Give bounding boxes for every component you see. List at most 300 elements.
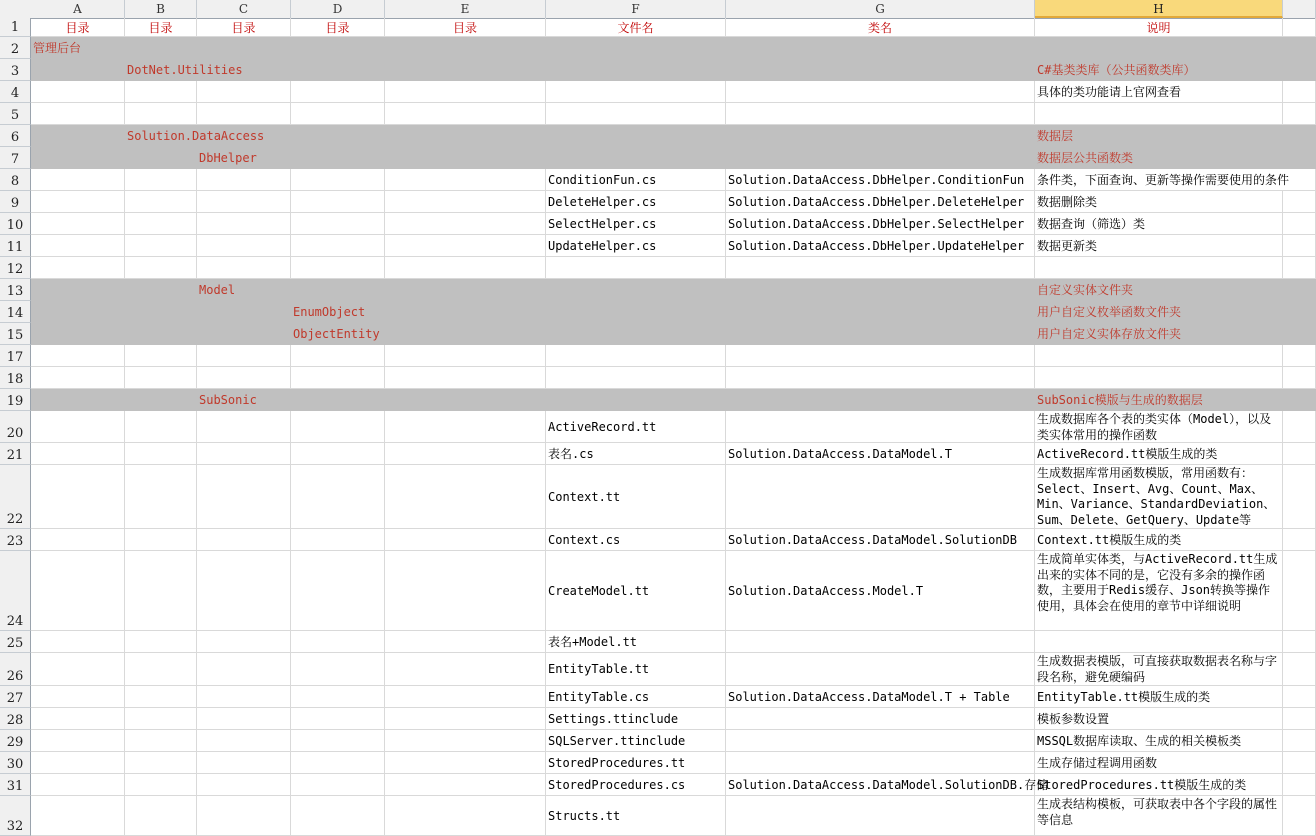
cell-c25[interactable]	[197, 631, 291, 653]
cell-i2[interactable]	[1283, 37, 1316, 59]
cell-g17[interactable]	[726, 345, 1035, 367]
header-cell-h[interactable]: 说明	[1035, 18, 1283, 37]
cell-g25[interactable]	[726, 631, 1035, 653]
cell-a26[interactable]	[31, 653, 125, 686]
row-header[interactable]: 6	[0, 125, 31, 147]
cell-d19[interactable]	[291, 389, 385, 411]
cell-e29[interactable]	[385, 730, 546, 752]
cell-g24[interactable]: Solution.DataAccess.Model.T	[726, 551, 1035, 631]
cell-c12[interactable]	[197, 257, 291, 279]
header-cell-i[interactable]	[1283, 18, 1316, 37]
row-header[interactable]: 22	[0, 465, 31, 529]
cell-b14[interactable]	[125, 301, 197, 323]
cell-e2[interactable]	[385, 37, 546, 59]
cell-a5[interactable]	[31, 103, 125, 125]
cell-d30[interactable]	[291, 752, 385, 774]
cell-i10[interactable]	[1283, 213, 1316, 235]
cell-e13[interactable]	[385, 279, 546, 301]
cell-i15[interactable]	[1283, 323, 1316, 345]
row-header[interactable]: 7	[0, 147, 31, 169]
cell-c32[interactable]	[197, 796, 291, 836]
cell-f20[interactable]: ActiveRecord.tt	[546, 411, 726, 443]
row-header[interactable]: 29	[0, 730, 31, 752]
cell-a31[interactable]	[31, 774, 125, 796]
cell-e7[interactable]	[385, 147, 546, 169]
cell-c11[interactable]	[197, 235, 291, 257]
cell-h31[interactable]: StoredProcedures.tt模版生成的类	[1035, 774, 1283, 796]
cell-c22[interactable]	[197, 465, 291, 529]
row-header[interactable]: 25	[0, 631, 31, 653]
cell-i8[interactable]	[1283, 169, 1316, 191]
header-cell-d[interactable]: 目录	[291, 18, 385, 37]
cell-g6[interactable]	[726, 125, 1035, 147]
cell-i31[interactable]	[1283, 774, 1316, 796]
cell-b3[interactable]: DotNet.Utilities	[125, 59, 197, 81]
cell-i3[interactable]	[1283, 59, 1316, 81]
cell-a30[interactable]	[31, 752, 125, 774]
row-header[interactable]: 17	[0, 345, 31, 367]
cell-i30[interactable]	[1283, 752, 1316, 774]
cell-i21[interactable]	[1283, 443, 1316, 465]
cell-h4[interactable]: 具体的类功能请上官网查看	[1035, 81, 1283, 103]
cell-g30[interactable]	[726, 752, 1035, 774]
cell-a6[interactable]	[31, 125, 125, 147]
cell-b31[interactable]	[125, 774, 197, 796]
cell-b17[interactable]	[125, 345, 197, 367]
cell-c8[interactable]	[197, 169, 291, 191]
cell-a28[interactable]	[31, 708, 125, 730]
cell-a10[interactable]	[31, 213, 125, 235]
cell-d20[interactable]	[291, 411, 385, 443]
cell-g14[interactable]	[726, 301, 1035, 323]
cell-f7[interactable]	[546, 147, 726, 169]
cell-d3[interactable]	[291, 59, 385, 81]
cell-e14[interactable]	[385, 301, 546, 323]
cell-e25[interactable]	[385, 631, 546, 653]
cell-d17[interactable]	[291, 345, 385, 367]
cell-b18[interactable]	[125, 367, 197, 389]
column-header-b[interactable]: B	[125, 0, 197, 18]
cell-b22[interactable]	[125, 465, 197, 529]
cell-a22[interactable]	[31, 465, 125, 529]
cell-e18[interactable]	[385, 367, 546, 389]
cell-h27[interactable]: EntityTable.tt模版生成的类	[1035, 686, 1283, 708]
row-header[interactable]: 13	[0, 279, 31, 301]
cell-c24[interactable]	[197, 551, 291, 631]
column-header-i[interactable]	[1283, 0, 1316, 18]
row-header[interactable]: 26	[0, 653, 31, 686]
cell-f32[interactable]: Structs.tt	[546, 796, 726, 836]
cell-e31[interactable]	[385, 774, 546, 796]
cell-g32[interactable]	[726, 796, 1035, 836]
cell-f13[interactable]	[546, 279, 726, 301]
cell-e19[interactable]	[385, 389, 546, 411]
cell-c14[interactable]	[197, 301, 291, 323]
cell-e32[interactable]	[385, 796, 546, 836]
column-header-c[interactable]: C	[197, 0, 291, 18]
cell-h32[interactable]: 生成表结构模板，可获取表中各个字段的属性等信息	[1035, 796, 1283, 836]
cell-c10[interactable]	[197, 213, 291, 235]
cell-h20[interactable]: 生成数据库各个表的类实体（Model），以及类实体常用的操作函数	[1035, 411, 1283, 443]
cell-f30[interactable]: StoredProcedures.tt	[546, 752, 726, 774]
cell-g21[interactable]: Solution.DataAccess.DataModel.T	[726, 443, 1035, 465]
cell-i26[interactable]	[1283, 653, 1316, 686]
cell-h10[interactable]: 数据查询（筛选）类	[1035, 213, 1283, 235]
cell-a20[interactable]	[31, 411, 125, 443]
cell-c20[interactable]	[197, 411, 291, 443]
cell-d12[interactable]	[291, 257, 385, 279]
cell-d15[interactable]: ObjectEntity	[291, 323, 385, 345]
cell-d26[interactable]	[291, 653, 385, 686]
cell-d22[interactable]	[291, 465, 385, 529]
row-header[interactable]: 8	[0, 169, 31, 191]
cell-i22[interactable]	[1283, 465, 1316, 529]
cell-d24[interactable]	[291, 551, 385, 631]
cell-d25[interactable]	[291, 631, 385, 653]
cell-b15[interactable]	[125, 323, 197, 345]
cell-a17[interactable]	[31, 345, 125, 367]
cell-h21[interactable]: ActiveRecord.tt模版生成的类	[1035, 443, 1283, 465]
cell-e11[interactable]	[385, 235, 546, 257]
cell-g28[interactable]	[726, 708, 1035, 730]
cell-a13[interactable]	[31, 279, 125, 301]
cell-i29[interactable]	[1283, 730, 1316, 752]
row-header[interactable]: 32	[0, 796, 31, 836]
cell-e28[interactable]	[385, 708, 546, 730]
cell-f29[interactable]: SQLServer.ttinclude	[546, 730, 726, 752]
cell-a15[interactable]	[31, 323, 125, 345]
cell-d29[interactable]	[291, 730, 385, 752]
cell-b25[interactable]	[125, 631, 197, 653]
cell-b19[interactable]	[125, 389, 197, 411]
cell-e10[interactable]	[385, 213, 546, 235]
cell-g19[interactable]	[726, 389, 1035, 411]
header-cell-a[interactable]: 目录	[31, 18, 125, 37]
cell-g11[interactable]: Solution.DataAccess.DbHelper.UpdateHelper	[726, 235, 1035, 257]
cell-b26[interactable]	[125, 653, 197, 686]
column-header-e[interactable]: E	[385, 0, 546, 18]
cell-f22[interactable]: Context.tt	[546, 465, 726, 529]
cell-a14[interactable]	[31, 301, 125, 323]
cell-e6[interactable]	[385, 125, 546, 147]
cell-f19[interactable]	[546, 389, 726, 411]
cell-a19[interactable]	[31, 389, 125, 411]
cell-f2[interactable]	[546, 37, 726, 59]
cell-i23[interactable]	[1283, 529, 1316, 551]
cell-b2[interactable]	[125, 37, 197, 59]
cell-g22[interactable]	[726, 465, 1035, 529]
cell-e22[interactable]	[385, 465, 546, 529]
cell-b4[interactable]	[125, 81, 197, 103]
row-header[interactable]: 1	[0, 18, 31, 37]
cell-h2[interactable]	[1035, 37, 1283, 59]
cell-c4[interactable]	[197, 81, 291, 103]
cell-a21[interactable]	[31, 443, 125, 465]
column-header-h[interactable]: H	[1035, 0, 1283, 18]
cell-f28[interactable]: Settings.ttinclude	[546, 708, 726, 730]
cell-f17[interactable]	[546, 345, 726, 367]
cell-c31[interactable]	[197, 774, 291, 796]
cell-a29[interactable]	[31, 730, 125, 752]
cell-e27[interactable]	[385, 686, 546, 708]
cell-f18[interactable]	[546, 367, 726, 389]
cell-d5[interactable]	[291, 103, 385, 125]
cell-a9[interactable]	[31, 191, 125, 213]
cell-i9[interactable]	[1283, 191, 1316, 213]
row-header[interactable]: 15	[0, 323, 31, 345]
cell-g31[interactable]: Solution.DataAccess.DataModel.SolutionDB.存储	[726, 774, 1035, 796]
cell-h6[interactable]: 数据层	[1035, 125, 1283, 147]
header-cell-b[interactable]: 目录	[125, 18, 197, 37]
cell-e23[interactable]	[385, 529, 546, 551]
cell-b29[interactable]	[125, 730, 197, 752]
cell-h15[interactable]: 用户自定义实体存放文件夹	[1035, 323, 1283, 345]
cell-e8[interactable]	[385, 169, 546, 191]
cell-e21[interactable]	[385, 443, 546, 465]
cell-h23[interactable]: Context.tt模版生成的类	[1035, 529, 1283, 551]
cell-h29[interactable]: MSSQL数据库读取、生成的相关模板类	[1035, 730, 1283, 752]
cell-e9[interactable]	[385, 191, 546, 213]
cell-e4[interactable]	[385, 81, 546, 103]
cell-f10[interactable]: SelectHelper.cs	[546, 213, 726, 235]
cell-c3[interactable]	[197, 59, 291, 81]
cell-e3[interactable]	[385, 59, 546, 81]
cell-d7[interactable]	[291, 147, 385, 169]
cell-f4[interactable]	[546, 81, 726, 103]
cell-e30[interactable]	[385, 752, 546, 774]
cell-i18[interactable]	[1283, 367, 1316, 389]
column-header-d[interactable]: D	[291, 0, 385, 18]
cell-f23[interactable]: Context.cs	[546, 529, 726, 551]
cell-d27[interactable]	[291, 686, 385, 708]
cell-e12[interactable]	[385, 257, 546, 279]
cell-d14[interactable]: EnumObject	[291, 301, 385, 323]
cell-h26[interactable]: 生成数据表模版，可直接获取数据表名称与字段名称，避免硬编码	[1035, 653, 1283, 686]
row-header[interactable]: 19	[0, 389, 31, 411]
cell-i13[interactable]	[1283, 279, 1316, 301]
cell-g2[interactable]	[726, 37, 1035, 59]
cell-i4[interactable]	[1283, 81, 1316, 103]
cell-f15[interactable]	[546, 323, 726, 345]
cell-c15[interactable]	[197, 323, 291, 345]
cell-i32[interactable]	[1283, 796, 1316, 836]
header-cell-g[interactable]: 类名	[726, 18, 1035, 37]
cell-c9[interactable]	[197, 191, 291, 213]
cell-c5[interactable]	[197, 103, 291, 125]
cell-h17[interactable]	[1035, 345, 1283, 367]
cell-d8[interactable]	[291, 169, 385, 191]
row-header[interactable]: 9	[0, 191, 31, 213]
cell-i6[interactable]	[1283, 125, 1316, 147]
row-header[interactable]: 24	[0, 551, 31, 631]
cell-i25[interactable]	[1283, 631, 1316, 653]
row-header[interactable]: 23	[0, 529, 31, 551]
cell-d10[interactable]	[291, 213, 385, 235]
cell-h22[interactable]: 生成数据库常用函数模版，常用函数有：Select、Insert、Avg、Count、Max、Min、Variance、StandardDeviation、Sum、Delete、GetQuery、Update等	[1035, 465, 1283, 529]
cell-b9[interactable]	[125, 191, 197, 213]
cell-g8[interactable]: Solution.DataAccess.DbHelper.ConditionFun	[726, 169, 1035, 191]
cell-h14[interactable]: 用户自定义枚举函数文件夹	[1035, 301, 1283, 323]
cell-b20[interactable]	[125, 411, 197, 443]
cell-g29[interactable]	[726, 730, 1035, 752]
cell-e17[interactable]	[385, 345, 546, 367]
cell-h12[interactable]	[1035, 257, 1283, 279]
cell-f3[interactable]	[546, 59, 726, 81]
cell-g10[interactable]: Solution.DataAccess.DbHelper.SelectHelper	[726, 213, 1035, 235]
cell-e5[interactable]	[385, 103, 546, 125]
cell-f12[interactable]	[546, 257, 726, 279]
cell-a8[interactable]	[31, 169, 125, 191]
header-cell-f[interactable]: 文件名	[546, 18, 726, 37]
cell-c19[interactable]: SubSonic	[197, 389, 291, 411]
cell-c30[interactable]	[197, 752, 291, 774]
cell-a4[interactable]	[31, 81, 125, 103]
cell-g15[interactable]	[726, 323, 1035, 345]
row-header[interactable]: 30	[0, 752, 31, 774]
cell-h30[interactable]: 生成存储过程调用函数	[1035, 752, 1283, 774]
cell-b5[interactable]	[125, 103, 197, 125]
column-header-g[interactable]: G	[726, 0, 1035, 18]
cell-i20[interactable]	[1283, 411, 1316, 443]
cell-d28[interactable]	[291, 708, 385, 730]
cell-d21[interactable]	[291, 443, 385, 465]
cell-a12[interactable]	[31, 257, 125, 279]
cell-g12[interactable]	[726, 257, 1035, 279]
row-header[interactable]: 12	[0, 257, 31, 279]
cell-b10[interactable]	[125, 213, 197, 235]
cell-h11[interactable]: 数据更新类	[1035, 235, 1283, 257]
cell-d6[interactable]	[291, 125, 385, 147]
cell-g5[interactable]	[726, 103, 1035, 125]
cell-d31[interactable]	[291, 774, 385, 796]
cell-b13[interactable]	[125, 279, 197, 301]
cell-i24[interactable]	[1283, 551, 1316, 631]
cell-a7[interactable]	[31, 147, 125, 169]
row-header[interactable]: 18	[0, 367, 31, 389]
cell-c18[interactable]	[197, 367, 291, 389]
cell-f6[interactable]	[546, 125, 726, 147]
cell-g7[interactable]	[726, 147, 1035, 169]
cell-i28[interactable]	[1283, 708, 1316, 730]
row-header[interactable]: 11	[0, 235, 31, 257]
cell-f5[interactable]	[546, 103, 726, 125]
cell-i7[interactable]	[1283, 147, 1316, 169]
cell-d18[interactable]	[291, 367, 385, 389]
cell-h25[interactable]	[1035, 631, 1283, 653]
cell-b32[interactable]	[125, 796, 197, 836]
cell-f11[interactable]: UpdateHelper.cs	[546, 235, 726, 257]
cell-a25[interactable]	[31, 631, 125, 653]
cell-e26[interactable]	[385, 653, 546, 686]
cell-c7[interactable]: DbHelper	[197, 147, 291, 169]
cell-i27[interactable]	[1283, 686, 1316, 708]
cell-g18[interactable]	[726, 367, 1035, 389]
cell-e15[interactable]	[385, 323, 546, 345]
cell-b12[interactable]	[125, 257, 197, 279]
cell-g27[interactable]: Solution.DataAccess.DataModel.T + Table	[726, 686, 1035, 708]
cell-c13[interactable]: Model	[197, 279, 291, 301]
cell-a11[interactable]	[31, 235, 125, 257]
column-header-a[interactable]: A	[31, 0, 125, 18]
cell-d13[interactable]	[291, 279, 385, 301]
cell-g13[interactable]	[726, 279, 1035, 301]
row-header[interactable]: 2	[0, 37, 31, 59]
cell-f8[interactable]: ConditionFun.cs	[546, 169, 726, 191]
cell-c29[interactable]	[197, 730, 291, 752]
cell-a2[interactable]: 管理后台	[31, 37, 125, 59]
cell-h5[interactable]	[1035, 103, 1283, 125]
cell-f31[interactable]: StoredProcedures.cs	[546, 774, 726, 796]
cell-i17[interactable]	[1283, 345, 1316, 367]
row-header[interactable]: 28	[0, 708, 31, 730]
cell-i19[interactable]	[1283, 389, 1316, 411]
cell-h28[interactable]: 模板参数设置	[1035, 708, 1283, 730]
cell-c2[interactable]	[197, 37, 291, 59]
cell-g3[interactable]	[726, 59, 1035, 81]
cell-a27[interactable]	[31, 686, 125, 708]
cell-b7[interactable]	[125, 147, 197, 169]
cell-f26[interactable]: EntityTable.tt	[546, 653, 726, 686]
header-cell-c[interactable]: 目录	[197, 18, 291, 37]
column-header-f[interactable]: F	[546, 0, 726, 18]
cell-d11[interactable]	[291, 235, 385, 257]
cell-b28[interactable]	[125, 708, 197, 730]
cell-e24[interactable]	[385, 551, 546, 631]
cell-h19[interactable]: SubSonic模版与生成的数据层	[1035, 389, 1283, 411]
cell-e20[interactable]	[385, 411, 546, 443]
cell-i11[interactable]	[1283, 235, 1316, 257]
cell-a32[interactable]	[31, 796, 125, 836]
cell-a24[interactable]	[31, 551, 125, 631]
row-header[interactable]: 27	[0, 686, 31, 708]
row-header[interactable]: 3	[0, 59, 31, 81]
cell-b6[interactable]: Solution.DataAccess	[125, 125, 197, 147]
cell-h13[interactable]: 自定义实体文件夹	[1035, 279, 1283, 301]
cell-b21[interactable]	[125, 443, 197, 465]
cell-d9[interactable]	[291, 191, 385, 213]
cell-a18[interactable]	[31, 367, 125, 389]
cell-f14[interactable]	[546, 301, 726, 323]
cell-f25[interactable]: 表名+Model.tt	[546, 631, 726, 653]
cell-i12[interactable]	[1283, 257, 1316, 279]
cell-h3[interactable]: C#基类类库（公共函数类库）	[1035, 59, 1283, 81]
cell-b23[interactable]	[125, 529, 197, 551]
cell-i14[interactable]	[1283, 301, 1316, 323]
row-header[interactable]: 4	[0, 81, 31, 103]
cell-d2[interactable]	[291, 37, 385, 59]
row-header[interactable]: 21	[0, 443, 31, 465]
cell-d4[interactable]	[291, 81, 385, 103]
cell-h24[interactable]: 生成简单实体类，与ActiveRecord.tt生成出来的实体不同的是，它没有多余的操作函数，主要用于Redis缓存、Json转换等操作使用，具体会在使用的章节中详细说明	[1035, 551, 1283, 631]
cell-f9[interactable]: DeleteHelper.cs	[546, 191, 726, 213]
cell-a23[interactable]	[31, 529, 125, 551]
cell-b24[interactable]	[125, 551, 197, 631]
cell-h8[interactable]: 条件类，下面查询、更新等操作需要使用的条件	[1035, 169, 1316, 191]
cell-i5[interactable]	[1283, 103, 1316, 125]
cell-a3[interactable]	[31, 59, 125, 81]
row-header[interactable]: 31	[0, 774, 31, 796]
cell-b11[interactable]	[125, 235, 197, 257]
cell-g20[interactable]	[726, 411, 1035, 443]
row-header[interactable]: 5	[0, 103, 31, 125]
cell-c26[interactable]	[197, 653, 291, 686]
cell-c21[interactable]	[197, 443, 291, 465]
cell-h9[interactable]: 数据删除类	[1035, 191, 1283, 213]
header-cell-e[interactable]: 目录	[385, 18, 546, 37]
row-header[interactable]: 20	[0, 411, 31, 443]
cell-f27[interactable]: EntityTable.cs	[546, 686, 726, 708]
cell-c27[interactable]	[197, 686, 291, 708]
